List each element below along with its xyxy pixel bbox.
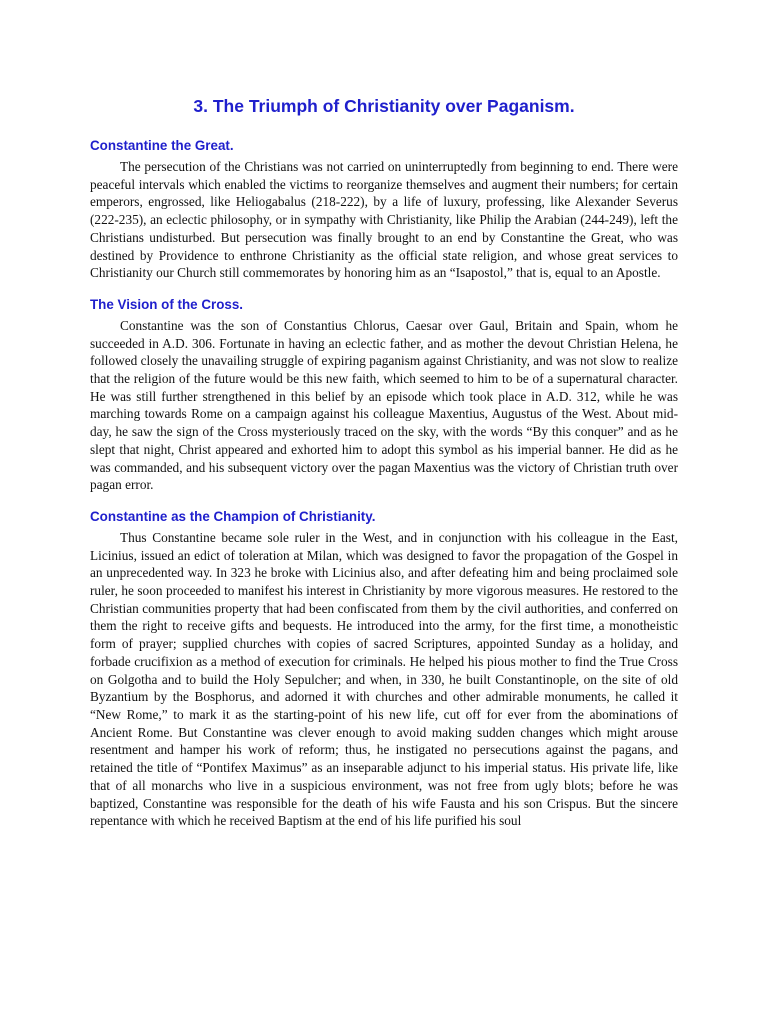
section-heading-champion-of-christianity: Constantine as the Champion of Christianity. (90, 508, 376, 524)
section-body-vision-of-the-cross: Constantine was the son of Constantius Chlorus, Caesar over Gaul, Britain and Spain, whom he succeeded in A.D. 306. Fortunate in having an eclectic father, and as mother the devout Christian Helena, he followed closely the unavailing struggle of expiring paganism against Christianity, and was not slow to realize that the religion of the future would be this new faith, which seemed to him to be of a supernatural character. He was still further strengthened in this belief by an episode which took place in A.D. 312, while he was marching towards Rome on a campaign against his colleague Maxentius, Augustus of the West. About mid-day, he saw the sign of the Cross mysteriously traced on the sky, with the words “By this conquer” and as he slept that night, Christ appeared and exhorted him to adopt this symbol as his imperial banner. He did as he was commanded, and his subsequent victory over the pagan Maxentius was the victory of Christian truth over pagan error. (90, 317, 678, 493)
document-page (90, 0, 678, 830)
section-heading-constantine-the-great: Constantine the Great. (90, 138, 234, 153)
page-title: 3. The Triumph of Christianity over Paganism. (193, 96, 575, 116)
section-body-constantine-the-great: The persecution of the Christians was not carried on uninterruptedly from beginning to end. There were peaceful intervals which enabled the victims to reorganize themselves and augment their numbers; for certain emperors, engrossed, like Heliogabalus (218-222), by a life of luxury, professing, like Alexander Severus (222-235), an eclectic philosophy, or in sympathy with Christianity, like Philip the Arabian (244-249), left the Christians undisturbed. But persecution was finally brought to an end by Constantine the Great, who was destined by Providence to enthrone Christianity as the official state religion, and whose great services to Christianity our Church still commemorates by honoring him as an “Isapostol,” that is, equal to an Apostle. (90, 159, 678, 281)
section-heading-vision-of-the-cross: The Vision of the Cross. (90, 296, 244, 312)
section-body-champion-of-christianity: Thus Constantine became sole ruler in the West, and in conjunction with his colleague in the East, Licinius, issued an edict of toleration at Milan, which was designed to favor the propagation of the Gospel in an unprecedented way. In 323 he broke with Licinius also, and after defeating him and being proclaimed sole ruler, he soon proceeded to manifest his interest in Christianity by more vigorous measures. He restored to the Christian communities property that had been confiscated from them by the civil authorities, and conferred on them the right to receive gifts and bequests. He introduced into the army, for the first time, a monotheistic form of prayer; supplied churches with copies of sacred Scriptures, appointed Sunday as a holiday, and forbade crucifixion as a method of execution for criminals. He helped his pious mother to find the True Cross on Golgotha and to build the Holy Sepulcher; and when, in 330, he built Constantinople, on the site of old Byzantium by the Bosphorus, and adorned it with churches and other admirable monuments, he called it “New Rome,” to mark it as the starting-point of his new life, cut off for ever from the abominations of Ancient Rome. But Constantine was clever enough to avoid making sudden changes which might arouse resentment and hamper his work of reform; thus, he instigated no persecutions against the pagans, and retained the title of “Pontifex Maximus” as an inseparable adjunct to his imperial status. His private life, like that of all monarchs who live in a suspicious environment, was not free from ugly blots; before he was baptized, Constantine was responsible for the death of his wife Fausta and his son Crispus. But the sincere repentance with which he received Baptism at the end of his life purified his soul (90, 529, 678, 829)
